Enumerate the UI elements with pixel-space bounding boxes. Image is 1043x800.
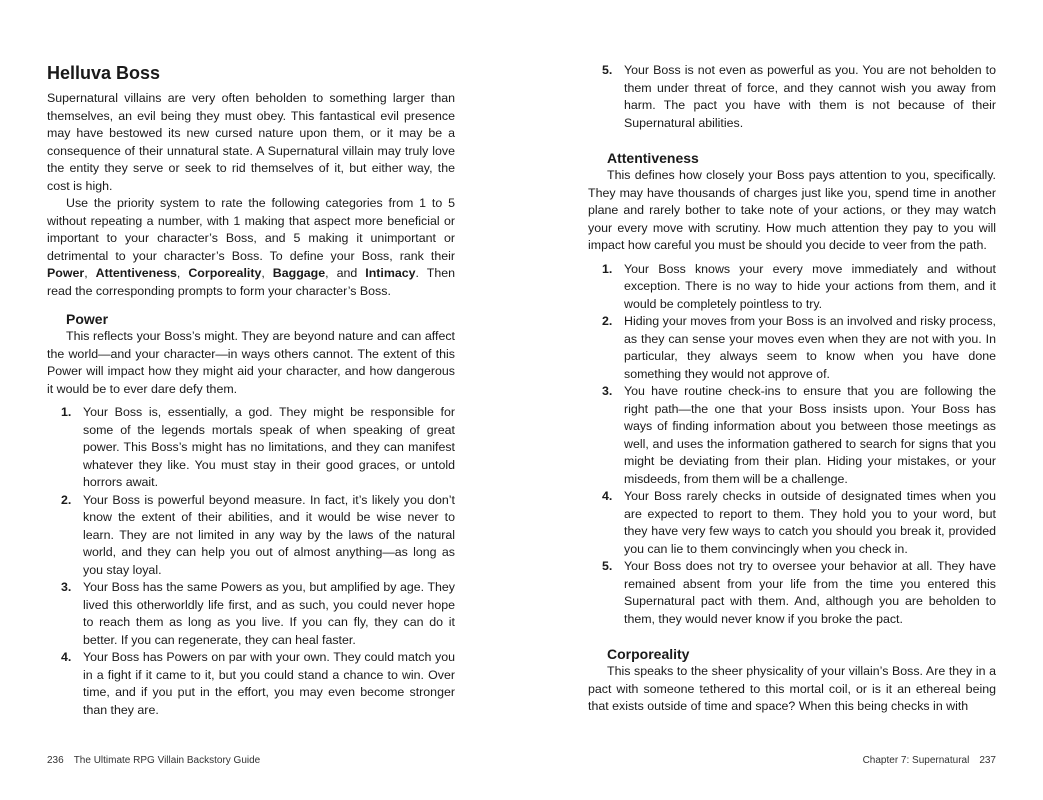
list-item: 3. Your Boss has the same Powers as you, but amplified by age. They lived this otherworldly life first, and as such, you could never hope to reach them as long as you live. If you can fly, they can do it better. If you can regenerate, they can heal faster. xyxy=(61,580,455,647)
right-footer xyxy=(863,755,996,767)
category-power: Power xyxy=(47,266,85,280)
instructions-paragraph: Use the priority system to rate the following categories from 1 to 5 without repeating a number, with 1 making that aspect more beneficial or important to your character’s Boss, and 5 making it unimportant or detrimental to your character’s Boss. To define your Boss, rank their Power, Attentiveness, Corporeality, Baggage, and Intimacy. Then read the corresponding prompts to form your character’s Boss. xyxy=(47,196,455,298)
list-item: 5. Your Boss does not try to oversee your behavior at all. They have remained absent from your life from the time you entered this Supernatural pact with them. And, although you are beholden to them, they would never know if you broke the pact. xyxy=(602,559,996,626)
power-list-continued xyxy=(588,62,996,132)
intro-paragraph: Supernatural villains are very often beholden to something larger than themselves, an evil being they must obey. This fantastical evil presence may have bestowed its new cursed nature upon them, or it may be a consequence of their unnatural state. A Supernatural villain may truly love the entity they serve or seek to rid themselves of it, but either way, the cost is high. xyxy=(47,91,455,193)
right-page xyxy=(588,0,996,800)
category-attentiveness: Attentiveness xyxy=(95,266,177,280)
section-title: Helluva Boss xyxy=(47,63,161,83)
power-section xyxy=(47,311,455,719)
attentiveness-section xyxy=(588,150,996,628)
power-heading: Power xyxy=(66,311,109,327)
list-item: 1. Your Boss is, essentially, a god. They might be responsible for some of the legends mortals speak of when speaking of great power. This Boss’s might has no limitations, and they can manifest whatever they like. You must stay in their good graces, or untold horrors await. xyxy=(61,405,455,489)
power-intro: This reflects your Boss’s might. They are beyond nature and can affect the world—and your character—in ways others cannot. The extent of this Power will impact how they might aid your character, and how dangerous it would be to ever dare defy them. xyxy=(47,329,455,396)
left-footer xyxy=(47,755,260,767)
chapter-title: Chapter 7: Supernatural xyxy=(862,755,970,766)
category-intimacy: Intimacy xyxy=(365,266,416,280)
attentiveness-list xyxy=(588,261,996,629)
list-item: 1. Your Boss knows your every move immediately and without exception. There is no way to hide your actions from them, and it would be completely pointless to try. xyxy=(602,261,996,311)
attentiveness-intro: This defines how closely your Boss pays attention to you, specifically. They may have thousands of charges just like you, spend time in another plane and rarely bother to take note of your actions, or they may watch your every move with scrutiny. How much attention they pay to you will impact how careful you must be should you decide to veer from the path. xyxy=(588,168,996,252)
category-baggage: Baggage xyxy=(272,266,326,280)
page-number: 237 xyxy=(979,755,996,766)
list-item: 4. Your Boss rarely checks in outside of designated times when you are expected to report to them. They hold you to your word, but they have very few ways to catch you should you break it, provided you can lie to them convincingly when you check in. xyxy=(602,489,996,556)
list-item: 2. Hiding your moves from your Boss is an involved and risky process, as they can sense your moves even when they are not with you. In particular, they always seem to know when you have done something they would not approve of. xyxy=(602,314,996,381)
corporeality-section xyxy=(588,646,996,716)
list-item: 5. Your Boss is not even as powerful as you. You are not beholden to them under threat of force, and they cannot wish you away from harm. The pact you have with them is not because of their Supernatural abilities. xyxy=(602,63,996,130)
book-title: The Ultimate RPG Villain Backstory Guide xyxy=(73,755,261,766)
attentiveness-heading: Attentiveness xyxy=(607,150,699,166)
power-list xyxy=(47,404,455,719)
list-item: 3. You have routine check-ins to ensure that you are following the right path—the one that your Boss insists upon. Your Boss has ways of finding information about you between those meetings as well, and uses the information gathered to search for signs that you might be deviating from their plan. Hiding your mistakes, or your misdeeds, from them will be a challenge. xyxy=(602,384,996,486)
list-item: 4. Your Boss has Powers on par with your own. They could match you in a fight if it came to it, but you could stand a chance to win. Over time, and if you put in the effort, you may even become stronger than they are. xyxy=(61,650,455,717)
corporeality-intro: This speaks to the sheer physicality of your villain’s Boss. Are they in a pact with someone tethered to this mortal coil, or is it an ethereal being that exists outside of time and space? When this being checks in with xyxy=(588,664,996,713)
page-number: 236 xyxy=(47,755,64,766)
corporeality-heading: Corporeality xyxy=(607,646,690,662)
power-continued xyxy=(588,62,996,132)
list-item: 2. Your Boss is powerful beyond measure. In fact, it’s likely you don’t know the extent of their abilities, and it would be wise never to learn. They are not limited in any way by the laws of the natural world, and they can help you out of almost anything—as long as you stay loyal. xyxy=(61,492,455,577)
category-corporeality: Corporeality xyxy=(188,266,262,280)
left-page xyxy=(47,0,455,800)
intro-block xyxy=(47,90,455,300)
